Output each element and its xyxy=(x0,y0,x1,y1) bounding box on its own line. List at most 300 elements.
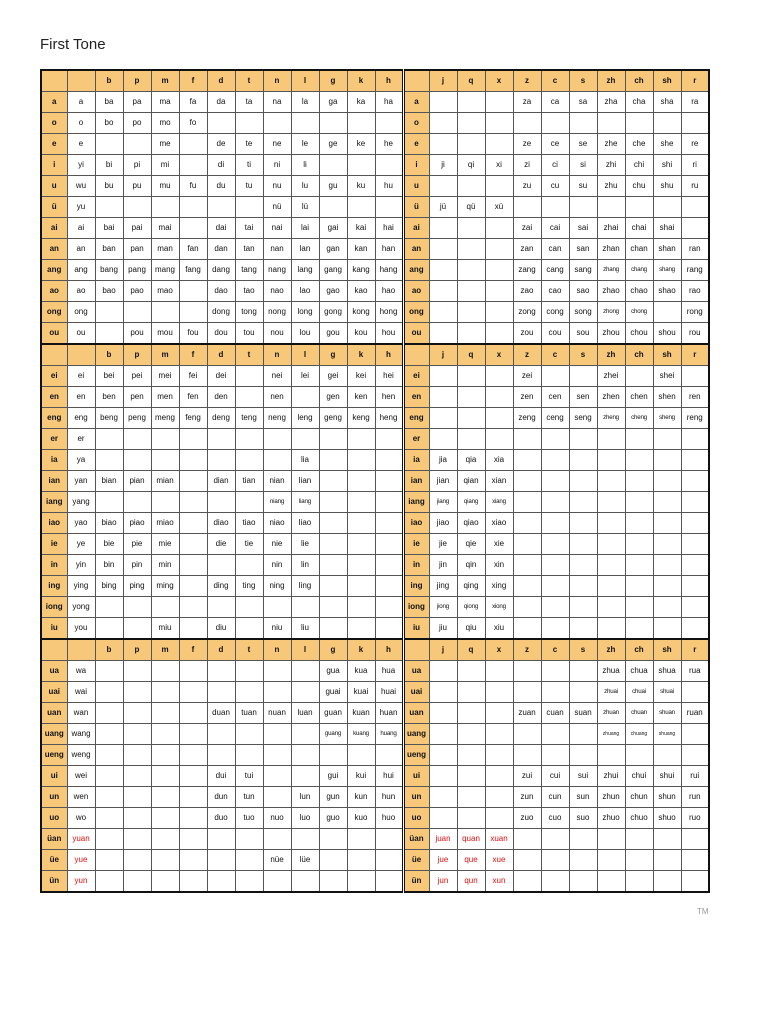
syllable-cell: zuan xyxy=(513,703,541,724)
syllable-cell xyxy=(179,429,207,450)
final-label: in xyxy=(403,555,429,576)
syllable-cell xyxy=(569,576,597,597)
syllable-cell xyxy=(541,113,569,134)
final-label: ai xyxy=(403,218,429,239)
syllable-cell xyxy=(597,492,625,513)
syllable-cell xyxy=(541,724,569,745)
syllable-cell xyxy=(123,197,151,218)
syllable-cell xyxy=(625,534,653,555)
syllable-cell xyxy=(653,618,681,640)
syllable-cell xyxy=(319,429,347,450)
syllable-cell: zi xyxy=(513,155,541,176)
syllable-cell: shuai xyxy=(653,682,681,703)
syllable-cell: gu xyxy=(319,176,347,197)
syllable-cell: hun xyxy=(375,787,403,808)
syllable-cell: you xyxy=(67,618,95,640)
syllable-cell: qiong xyxy=(457,597,485,618)
syllable-cell xyxy=(541,366,569,387)
syllable-cell xyxy=(485,281,513,302)
syllable-cell xyxy=(429,176,457,197)
syllable-cell: ge xyxy=(319,134,347,155)
syllable-cell: nu xyxy=(263,176,291,197)
syllable-cell xyxy=(95,703,123,724)
syllable-cell xyxy=(513,197,541,218)
syllable-cell: ye xyxy=(67,534,95,555)
syllable-cell xyxy=(179,155,207,176)
syllable-cell: zai xyxy=(513,218,541,239)
syllable-cell: tuan xyxy=(235,703,263,724)
final-label: üe xyxy=(41,850,67,871)
final-label: üan xyxy=(41,829,67,850)
final-label: en xyxy=(403,387,429,408)
syllable-cell xyxy=(597,745,625,766)
syllable-cell: wang xyxy=(67,724,95,745)
initial-header: f xyxy=(179,344,207,366)
syllable-cell xyxy=(541,450,569,471)
syllable-cell xyxy=(485,134,513,155)
final-label: ün xyxy=(403,871,429,893)
syllable-cell: xia xyxy=(485,450,513,471)
syllable-cell xyxy=(541,576,569,597)
syllable-cell xyxy=(457,366,485,387)
syllable-cell: me xyxy=(151,134,179,155)
syllable-cell: nin xyxy=(263,555,291,576)
syllable-cell: dao xyxy=(207,281,235,302)
syllable-cell: tan xyxy=(235,239,263,260)
syllable-cell: er xyxy=(67,429,95,450)
syllable-cell: yao xyxy=(67,513,95,534)
syllable-cell: sui xyxy=(569,766,597,787)
syllable-cell: mou xyxy=(151,323,179,345)
final-label: ua xyxy=(41,661,67,682)
syllable-cell xyxy=(569,850,597,871)
syllable-cell: nai xyxy=(263,218,291,239)
syllable-cell: cen xyxy=(541,387,569,408)
syllable-cell xyxy=(625,197,653,218)
syllable-cell: jiong xyxy=(429,597,457,618)
syllable-cell: bian xyxy=(95,471,123,492)
syllable-cell xyxy=(179,555,207,576)
syllable-cell xyxy=(319,871,347,893)
syllable-cell xyxy=(597,197,625,218)
syllable-cell: chu xyxy=(625,176,653,197)
syllable-cell: liu xyxy=(291,618,319,640)
initial-header: t xyxy=(235,70,263,92)
syllable-cell xyxy=(513,555,541,576)
syllable-cell: juan xyxy=(429,829,457,850)
syllable-cell xyxy=(291,871,319,893)
syllable-cell: peng xyxy=(123,408,151,429)
syllable-cell: qiang xyxy=(457,492,485,513)
syllable-cell: diu xyxy=(207,618,235,640)
syllable-cell: kou xyxy=(347,323,375,345)
syllable-cell xyxy=(375,155,403,176)
syllable-cell xyxy=(95,302,123,323)
syllable-cell xyxy=(347,618,375,640)
syllable-cell xyxy=(207,745,235,766)
syllable-cell: na xyxy=(263,92,291,113)
syllable-cell xyxy=(151,745,179,766)
syllable-cell xyxy=(291,766,319,787)
syllable-cell xyxy=(569,197,597,218)
syllable-cell: guang xyxy=(319,724,347,745)
final-label: un xyxy=(403,787,429,808)
syllable-cell xyxy=(151,703,179,724)
syllable-cell: zhan xyxy=(597,239,625,260)
syllable-cell xyxy=(263,661,291,682)
syllable-cell: shan xyxy=(653,239,681,260)
syllable-cell xyxy=(429,787,457,808)
final-label: üan xyxy=(403,829,429,850)
syllable-cell: ang xyxy=(67,260,95,281)
syllable-cell xyxy=(207,113,235,134)
syllable-cell xyxy=(235,724,263,745)
syllable-cell: kang xyxy=(347,260,375,281)
syllable-cell xyxy=(207,555,235,576)
syllable-cell: wan xyxy=(67,703,95,724)
syllable-cell xyxy=(457,808,485,829)
syllable-cell xyxy=(375,576,403,597)
syllable-cell: jiang xyxy=(429,492,457,513)
syllable-cell xyxy=(179,513,207,534)
initial-header: d xyxy=(207,344,235,366)
syllable-cell xyxy=(151,492,179,513)
initial-header: n xyxy=(263,70,291,92)
syllable-cell xyxy=(513,745,541,766)
syllable-cell xyxy=(625,829,653,850)
syllable-cell xyxy=(347,155,375,176)
syllable-cell xyxy=(179,618,207,640)
syllable-cell: chui xyxy=(625,766,653,787)
corner-cell xyxy=(41,344,67,366)
syllable-cell: chong xyxy=(625,302,653,323)
initial-header: b xyxy=(95,639,123,661)
table-row xyxy=(41,871,709,893)
syllable-cell xyxy=(123,871,151,893)
syllable-cell xyxy=(429,366,457,387)
syllable-cell: lüe xyxy=(291,850,319,871)
initial-header: zh xyxy=(597,70,625,92)
syllable-cell: zhen xyxy=(597,387,625,408)
syllable-cell: kuan xyxy=(347,703,375,724)
initial-header: c xyxy=(541,344,569,366)
syllable-cell xyxy=(319,534,347,555)
syllable-cell xyxy=(429,92,457,113)
syllable-cell xyxy=(541,829,569,850)
syllable-cell xyxy=(123,787,151,808)
syllable-cell xyxy=(123,703,151,724)
initial-header: r xyxy=(681,344,709,366)
table-row xyxy=(41,134,709,155)
syllable-cell: xiong xyxy=(485,597,513,618)
syllable-cell xyxy=(319,745,347,766)
syllable-cell: mo xyxy=(151,113,179,134)
syllable-cell xyxy=(179,745,207,766)
syllable-cell xyxy=(235,492,263,513)
syllable-cell xyxy=(179,661,207,682)
syllable-cell xyxy=(541,555,569,576)
syllable-cell: ao xyxy=(67,281,95,302)
syllable-cell xyxy=(625,450,653,471)
syllable-cell: han xyxy=(375,239,403,260)
syllable-cell xyxy=(375,197,403,218)
initial-header: k xyxy=(347,344,375,366)
syllable-cell: qiao xyxy=(457,513,485,534)
syllable-cell xyxy=(681,197,709,218)
final-label: ian xyxy=(41,471,67,492)
syllable-cell: huan xyxy=(375,703,403,724)
syllable-cell xyxy=(375,471,403,492)
syllable-cell: he xyxy=(375,134,403,155)
syllable-cell: wei xyxy=(67,766,95,787)
syllable-cell xyxy=(485,661,513,682)
syllable-cell xyxy=(681,429,709,450)
initial-header: g xyxy=(319,344,347,366)
table-row xyxy=(41,555,709,576)
final-label: ao xyxy=(403,281,429,302)
syllable-cell: zhuai xyxy=(597,682,625,703)
syllable-cell: xü xyxy=(485,197,513,218)
syllable-cell xyxy=(375,450,403,471)
final-label: uan xyxy=(403,703,429,724)
syllable-cell xyxy=(653,597,681,618)
syllable-cell: lü xyxy=(291,197,319,218)
syllable-cell xyxy=(123,429,151,450)
syllable-cell: lian xyxy=(291,471,319,492)
corner-cell xyxy=(403,344,429,366)
syllable-cell xyxy=(513,661,541,682)
initial-header: h xyxy=(375,344,403,366)
syllable-cell: jia xyxy=(429,450,457,471)
syllable-cell: fa xyxy=(179,92,207,113)
syllable-cell: bao xyxy=(95,281,123,302)
syllable-cell xyxy=(597,618,625,640)
syllable-cell: cuo xyxy=(541,808,569,829)
syllable-cell xyxy=(207,829,235,850)
syllable-cell xyxy=(319,576,347,597)
pinyin-chart xyxy=(40,69,710,893)
syllable-cell: yun xyxy=(67,871,95,893)
syllable-cell: kun xyxy=(347,787,375,808)
syllable-cell xyxy=(541,597,569,618)
final-label: uang xyxy=(403,724,429,745)
syllable-cell: cai xyxy=(541,218,569,239)
syllable-cell: dan xyxy=(207,239,235,260)
syllable-cell xyxy=(625,366,653,387)
syllable-cell: sun xyxy=(569,787,597,808)
initial-header: q xyxy=(457,70,485,92)
final-label: ia xyxy=(41,450,67,471)
syllable-cell: ru xyxy=(681,176,709,197)
syllable-cell: tie xyxy=(235,534,263,555)
syllable-cell: pang xyxy=(123,260,151,281)
syllable-cell xyxy=(207,682,235,703)
initial-header: ch xyxy=(625,344,653,366)
syllable-cell: mai xyxy=(151,218,179,239)
syllable-cell xyxy=(485,302,513,323)
syllable-cell: nuo xyxy=(263,808,291,829)
syllable-cell: shao xyxy=(653,281,681,302)
syllable-cell: nie xyxy=(263,534,291,555)
initial-header: t xyxy=(235,639,263,661)
final-label: an xyxy=(41,239,67,260)
syllable-cell xyxy=(653,302,681,323)
syllable-cell: du xyxy=(207,176,235,197)
syllable-cell: si xyxy=(569,155,597,176)
table-row xyxy=(41,576,709,597)
final-label: ao xyxy=(41,281,67,302)
syllable-cell: luo xyxy=(291,808,319,829)
syllable-cell xyxy=(123,597,151,618)
syllable-cell xyxy=(235,450,263,471)
final-label: eng xyxy=(41,408,67,429)
table-row xyxy=(41,618,709,640)
initial-header: z xyxy=(513,70,541,92)
initial-header: m xyxy=(151,639,179,661)
table-row xyxy=(41,239,709,260)
syllable-cell: zong xyxy=(513,302,541,323)
syllable-cell xyxy=(207,492,235,513)
syllable-cell: shua xyxy=(653,661,681,682)
final-label: ai xyxy=(41,218,67,239)
syllable-cell xyxy=(179,218,207,239)
syllable-cell xyxy=(347,534,375,555)
syllable-cell xyxy=(235,197,263,218)
final-label: er xyxy=(41,429,67,450)
initial-header: h xyxy=(375,639,403,661)
syllable-cell xyxy=(207,871,235,893)
final-label: ou xyxy=(41,323,67,345)
initial-header: q xyxy=(457,344,485,366)
table-row xyxy=(41,176,709,197)
syllable-cell xyxy=(319,492,347,513)
syllable-cell xyxy=(597,555,625,576)
syllable-cell xyxy=(569,492,597,513)
syllable-cell: pei xyxy=(123,366,151,387)
table-row xyxy=(41,408,709,429)
syllable-cell xyxy=(457,176,485,197)
syllable-cell: tang xyxy=(235,260,263,281)
initial-header: c xyxy=(541,70,569,92)
syllable-cell xyxy=(375,597,403,618)
syllable-cell: shei xyxy=(653,366,681,387)
syllable-cell: gong xyxy=(319,302,347,323)
syllable-cell: chang xyxy=(625,260,653,281)
syllable-cell xyxy=(319,555,347,576)
syllable-cell: lang xyxy=(291,260,319,281)
syllable-cell: hou xyxy=(375,323,403,345)
table-row xyxy=(41,260,709,281)
syllable-cell xyxy=(485,323,513,345)
syllable-cell: guo xyxy=(319,808,347,829)
syllable-cell: chao xyxy=(625,281,653,302)
final-label: ie xyxy=(41,534,67,555)
syllable-cell xyxy=(375,555,403,576)
initial-header: r xyxy=(681,70,709,92)
syllable-cell: bie xyxy=(95,534,123,555)
syllable-cell: dun xyxy=(207,787,235,808)
syllable-cell xyxy=(319,450,347,471)
syllable-cell xyxy=(681,829,709,850)
syllable-cell xyxy=(207,661,235,682)
syllable-cell: wo xyxy=(67,808,95,829)
initial-header: n xyxy=(263,639,291,661)
syllable-cell: reng xyxy=(681,408,709,429)
syllable-cell: qing xyxy=(457,576,485,597)
syllable-cell: ping xyxy=(123,576,151,597)
syllable-cell: shang xyxy=(653,260,681,281)
final-label: ü xyxy=(403,197,429,218)
syllable-cell: guai xyxy=(319,682,347,703)
syllable-cell: niao xyxy=(263,513,291,534)
syllable-cell: zang xyxy=(513,260,541,281)
syllable-cell: jing xyxy=(429,576,457,597)
final-label: ian xyxy=(403,471,429,492)
syllable-cell: qin xyxy=(457,555,485,576)
syllable-cell: bei xyxy=(95,366,123,387)
syllable-cell xyxy=(151,302,179,323)
syllable-cell xyxy=(179,724,207,745)
syllable-cell xyxy=(207,724,235,745)
syllable-cell xyxy=(485,366,513,387)
syllable-cell: run xyxy=(681,787,709,808)
table-row xyxy=(41,661,709,682)
syllable-cell xyxy=(485,113,513,134)
syllable-cell xyxy=(541,513,569,534)
syllable-cell: yang xyxy=(67,492,95,513)
syllable-cell xyxy=(653,745,681,766)
syllable-cell: shi xyxy=(653,155,681,176)
final-label: uo xyxy=(41,808,67,829)
final-label: ing xyxy=(41,576,67,597)
syllable-cell xyxy=(179,450,207,471)
syllable-cell xyxy=(541,429,569,450)
syllable-cell xyxy=(95,745,123,766)
syllable-cell xyxy=(375,871,403,893)
syllable-cell xyxy=(95,766,123,787)
syllable-cell: miao xyxy=(151,513,179,534)
syllable-cell: ku xyxy=(347,176,375,197)
syllable-cell: gai xyxy=(319,218,347,239)
corner-cell xyxy=(41,639,67,661)
syllable-cell xyxy=(179,850,207,871)
syllable-cell: mian xyxy=(151,471,179,492)
syllable-cell: gou xyxy=(319,323,347,345)
syllable-cell xyxy=(429,703,457,724)
syllable-cell xyxy=(653,513,681,534)
syllable-cell: den xyxy=(207,387,235,408)
syllable-cell: ceng xyxy=(541,408,569,429)
syllable-cell: ga xyxy=(319,92,347,113)
syllable-cell xyxy=(179,829,207,850)
syllable-cell: zhua xyxy=(597,661,625,682)
syllable-cell xyxy=(457,302,485,323)
syllable-cell: liao xyxy=(291,513,319,534)
syllable-cell: gui xyxy=(319,766,347,787)
syllable-cell xyxy=(681,618,709,640)
syllable-cell: bu xyxy=(95,176,123,197)
syllable-cell: pen xyxy=(123,387,151,408)
syllable-cell: hao xyxy=(375,281,403,302)
syllable-cell xyxy=(263,766,291,787)
syllable-cell: tui xyxy=(235,766,263,787)
table-row xyxy=(41,92,709,113)
syllable-cell xyxy=(95,682,123,703)
syllable-cell: ai xyxy=(67,218,95,239)
syllable-cell xyxy=(95,597,123,618)
syllable-cell xyxy=(179,597,207,618)
syllable-cell xyxy=(541,745,569,766)
